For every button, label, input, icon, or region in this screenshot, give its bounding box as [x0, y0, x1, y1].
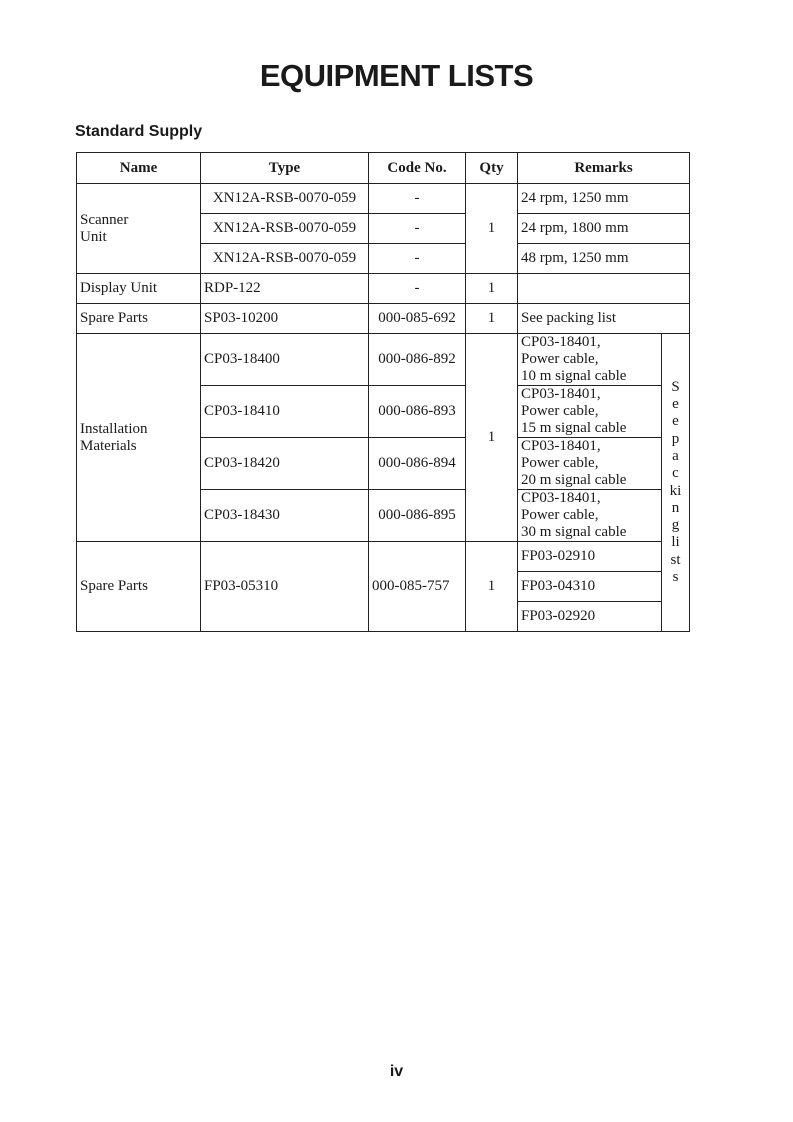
section-heading: Standard Supply: [75, 123, 203, 140]
spare-parts-2-remarks: FP03-02910: [518, 542, 662, 572]
table-row: [77, 184, 690, 214]
installation-type: CP03-18430: [201, 490, 369, 542]
installation-code: 000-086-892: [369, 334, 466, 386]
header-remarks: Remarks: [518, 153, 690, 184]
spare-parts-qty: 1: [466, 304, 518, 334]
spare-parts-2-name: Spare Parts: [77, 542, 201, 632]
installation-code: 000-086-895: [369, 490, 466, 542]
spare-parts-2-code: 000-085-757: [369, 542, 466, 632]
header-type: Type: [201, 153, 369, 184]
installation-remarks: CP03-18401, Power cable, 30 m signal cable: [518, 490, 662, 542]
table-row: [77, 304, 690, 334]
scanner-type: XN12A-RSB-0070-059: [201, 184, 369, 214]
header-code: Code No.: [369, 153, 466, 184]
installation-qty: 1: [466, 334, 518, 542]
table-row: [77, 274, 690, 304]
spare-parts-2-qty: 1: [466, 542, 518, 632]
header-qty: Qty: [466, 153, 518, 184]
display-code: -: [369, 274, 466, 304]
scanner-type: XN12A-RSB-0070-059: [201, 244, 369, 274]
display-qty: 1: [466, 274, 518, 304]
installation-type: CP03-18420: [201, 438, 369, 490]
scanner-code: -: [369, 244, 466, 274]
display-type: RDP-122: [201, 274, 369, 304]
installation-code: 000-086-893: [369, 386, 466, 438]
scanner-type: XN12A-RSB-0070-059: [201, 214, 369, 244]
installation-type: CP03-18410: [201, 386, 369, 438]
installation-name: Installation Materials: [77, 334, 201, 542]
side-note: See packing lists: [669, 378, 682, 585]
table-row: [77, 542, 690, 572]
spare-parts-type: SP03-10200: [201, 304, 369, 334]
table-header-row: [77, 153, 690, 184]
spare-parts-2-remarks: FP03-02920: [518, 602, 662, 632]
scanner-name: Scanner Unit: [77, 184, 201, 274]
table-row: [77, 334, 690, 386]
scanner-code: -: [369, 214, 466, 244]
side-note-cell: [662, 334, 690, 632]
scanner-code: -: [369, 184, 466, 214]
installation-type: CP03-18400: [201, 334, 369, 386]
scanner-remarks: 24 rpm, 1250 mm: [518, 184, 690, 214]
installation-remarks: CP03-18401, Power cable, 15 m signal cable: [518, 386, 662, 438]
spare-parts-name: Spare Parts: [77, 304, 201, 334]
display-name: Display Unit: [77, 274, 201, 304]
installation-remarks: CP03-18401, Power cable, 20 m signal cable: [518, 438, 662, 490]
scanner-qty: 1: [466, 184, 518, 274]
page-number: iv: [389, 1063, 404, 1080]
spare-parts-2-type: FP03-05310: [201, 542, 369, 632]
equipment-table: [76, 152, 690, 632]
scanner-remarks: 48 rpm, 1250 mm: [518, 244, 690, 274]
display-remarks: [518, 274, 690, 304]
header-name: Name: [77, 153, 201, 184]
spare-parts-2-remarks: FP03-04310: [518, 572, 662, 602]
spare-parts-code: 000-085-692: [369, 304, 466, 334]
page-title: EQUIPMENT LISTS: [259, 58, 534, 93]
installation-remarks: CP03-18401, Power cable, 10 m signal cable: [518, 334, 662, 386]
spare-parts-remarks: See packing list: [518, 304, 690, 334]
scanner-remarks: 24 rpm, 1800 mm: [518, 214, 690, 244]
installation-code: 000-086-894: [369, 438, 466, 490]
